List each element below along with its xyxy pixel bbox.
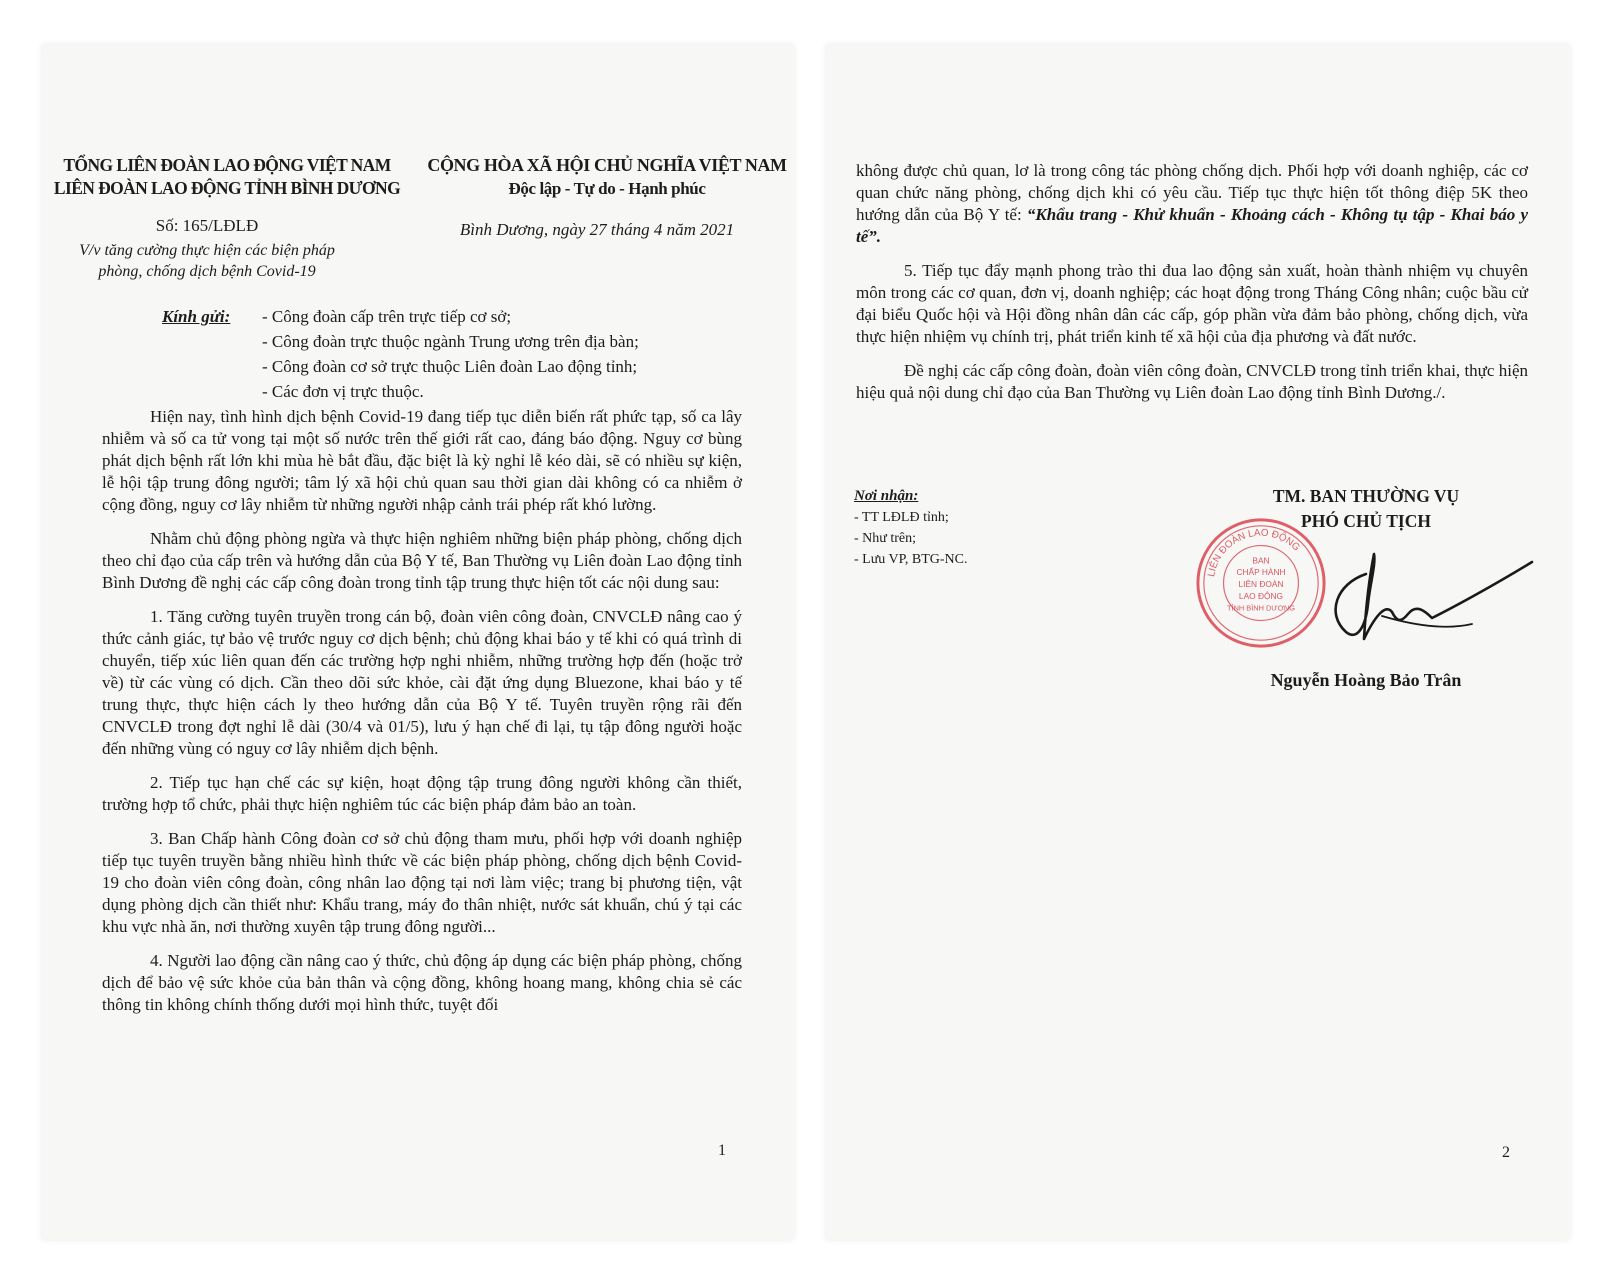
- distribution-item: - TT LĐLĐ tỉnh;: [854, 510, 949, 525]
- handwritten-signature: [1296, 544, 1536, 654]
- subject-line-2: phòng, chống dịch bệnh Covid-19: [98, 263, 316, 280]
- seal-line: BAN: [1252, 555, 1270, 566]
- body-paragraph: 4. Người lao động cần nâng cao ý thức, chủ động áp dụng các biện pháp phòng, chống dịch để bảo vệ sức khỏe của bản thân và cộng đồng, không hoang mang, không chia sẻ các thông tin không chính thống dưới mọi hình thức, tuyệt đối: [102, 951, 742, 1014]
- recipient-item: - Công đoàn cấp trên trực tiếp cơ sở;: [262, 307, 512, 326]
- distribution-list: [854, 486, 968, 570]
- distribution-title: Nơi nhận:: [854, 488, 919, 504]
- seal-line: LIÊN ĐOÀN: [1238, 578, 1284, 589]
- recipients-block: [162, 304, 639, 404]
- continued-text: không được chủ quan, lơ là trong công tác phòng chống dịch. Phối hợp với doanh nghiệp, các cơ quan chức năng phòng, chống dịch khi có yêu cầu. Tiếp tục thực hiện tốt thông điệp 5K theo hướng dẫn của Bộ Y tế:: [856, 161, 1528, 224]
- body-paragraph: 1. Tăng cường tuyên truyền trong cán bộ, đoàn viên công đoàn, CNVCLĐ nâng cao ý thức cảnh giác, tự bảo vệ trước nguy cơ dịch bệnh; chủ động khai báo y tế khi có quá trình di chuyển, tiếp xúc liên quan đến các trường hợp nghi nhiễm, những trường hợp đến (hoặc trở về) từ các vùng có dịch. Cần theo dõi sức khỏe, cài đặt ứng dụng Bluezone, khai báo y tế trung thực, thực hiện cách ly theo hướng dẫn của Bộ Y tế. Tuyên truyền rộng rãi đến CNVCLĐ trong đợt nghỉ lễ dài (30/4 và 01/5), lưu ý hạn chế đi lại, tụ tập đông người hoặc đến những vùng có nguy cơ lây nhiễm dịch bệnh.: [102, 607, 742, 758]
- signer-name: Nguyễn Hoàng Bảo Trân: [1270, 670, 1462, 690]
- national-title: CỘNG HÒA XÃ HỘI CHỦ NGHĨA VIỆT NAM: [427, 155, 787, 175]
- sign-title-line-1: TM. BAN THƯỜNG VỤ: [1272, 486, 1460, 506]
- subject-line-1: V/v tăng cường thực hiện các biện pháp: [79, 242, 335, 259]
- recipient-item: - Công đoàn trực thuộc ngành Trung ương trên địa bàn;: [262, 332, 639, 351]
- body-paragraph: Hiện nay, tình hình dịch bệnh Covid-19 đang tiếp tục diễn biến rất phức tạp, số ca lây nhiễm và số ca tử vong tại một số nước trên thế giới rất cao, đáng báo động. Nguy cơ bùng phát dịch bệnh rất lớn khi mùa hè bắt đầu, đặc biệt là kỳ nghỉ lễ kéo dài, sẽ có nhiều sự kiện, lễ hội tập trung đông người; tâm lý xã hội chủ quan sau thời gian dài không có ca nhiễm ở cộng đồng, nguy cơ lây nhiễm từ những người nhập cảnh trái phép rất khó lường.: [102, 407, 742, 514]
- seal-ring-text: LIÊN ĐOÀN LAO ĐỘNG: [1206, 527, 1302, 578]
- page-number: 1: [718, 1142, 726, 1159]
- continued-paragraph: [856, 160, 1528, 248]
- distribution-item: - Lưu VP, BTG-NC.: [854, 552, 968, 567]
- national-header: [422, 154, 792, 200]
- recipients-label: Kính gửi:: [162, 307, 231, 326]
- agency-parent: TỔNG LIÊN ĐOÀN LAO ĐỘNG VIỆT NAM: [63, 155, 391, 175]
- distribution-item: - Như trên;: [854, 531, 917, 546]
- national-motto: Độc lập - Tự do - Hạnh phúc: [508, 179, 706, 198]
- document-date: Bình Dương, ngày 27 tháng 4 năm 2021: [459, 220, 735, 239]
- recipient-item: - Các đơn vị trực thuộc.: [262, 382, 424, 401]
- agency-name: LIÊN ĐOÀN LAO ĐỘNG TỈNH BÌNH DƯƠNG: [53, 178, 401, 198]
- document-page-1: [42, 44, 794, 1240]
- recipients-list: [262, 304, 639, 404]
- 5k-message: “Khẩu trang - Khử khuẩn - Khoảng cách - Không tụ tập - Khai báo y tế”.: [856, 205, 1528, 246]
- body-paragraph: Nhằm chủ động phòng ngừa và thực hiện nghiêm những biện pháp phòng, chống dịch theo chỉ đạo của cấp trên và hướng dẫn của Bộ Y tế, Ban Thường vụ Liên đoàn Lao động tỉnh Bình Dương đề nghị các cấp công đoàn trong tỉnh tập trung thực hiện tốt các nội dung sau:: [102, 529, 742, 592]
- document-number: Số: 165/LĐLĐ: [155, 216, 259, 235]
- body-paragraph: Đề nghị các cấp công đoàn, đoàn viên công đoàn, CNVCLĐ trong tỉnh triển khai, thực hiện hiệu quả nội dung chỉ đạo của Ban Thường vụ Liên đoàn Lao động tỉnh Bình Dương./.: [856, 361, 1528, 402]
- body-paragraph: 5. Tiếp tục đẩy mạnh phong trào thi đua lao động sản xuất, hoàn thành nhiệm vụ chuyên môn trong các cơ quan, đơn vị, doanh nghiệp; các hoạt động trong Tháng Công nhân; cuộc bầu cử đại biểu Quốc hội và Hội đồng nhân dân các cấp, góp phần vừa đảm bảo phòng, chống dịch, vừa thực hiện nhiệm vụ chính trị, phát triển kinh tế xã hội của địa phương và đất nước.: [856, 261, 1528, 346]
- body-text-page-2: [856, 160, 1528, 416]
- recipient-item: - Công đoàn cơ sở trực thuộc Liên đoàn Lao động tỉnh;: [262, 357, 638, 376]
- body-text-page-1: [102, 406, 742, 1028]
- seal-line: LAO ĐỘNG: [1238, 590, 1284, 601]
- sign-title-line-2: PHÓ CHỦ TỊCH: [1301, 511, 1431, 531]
- seal-line: CHẤP HÀNH: [1236, 567, 1286, 578]
- document-subject: [42, 240, 372, 282]
- agency-header: [42, 154, 412, 200]
- body-paragraph: 2. Tiếp tục hạn chế các sự kiện, hoạt động tập trung đông người không cần thiết, trường hợp tổ chức, phải thực hiện nghiêm túc các biện pháp đảm bảo an toàn.: [102, 773, 742, 814]
- body-paragraph: 3. Ban Chấp hành Công đoàn cơ sở chủ động tham mưu, phối hợp với doanh nghiệp tiếp tục tuyên truyền bằng nhiều hình thức về các biện pháp phòng, chống dịch bệnh Covid-19 cho đoàn viên công đoàn, công nhân lao động tại nơi làm việc; trang bị phương tiện, vật dụng phòng dịch cần thiết như: Khẩu trang, máy đo thân nhiệt, nước sát khuẩn, chú ý tại các khu vực nhà ăn, nơi thường xuyên tập trung đông người...: [102, 829, 742, 936]
- seal-line: TỈNH BÌNH DƯƠNG: [1227, 603, 1295, 613]
- document-page-2: [826, 44, 1570, 1240]
- page-number: 2: [1502, 1144, 1510, 1161]
